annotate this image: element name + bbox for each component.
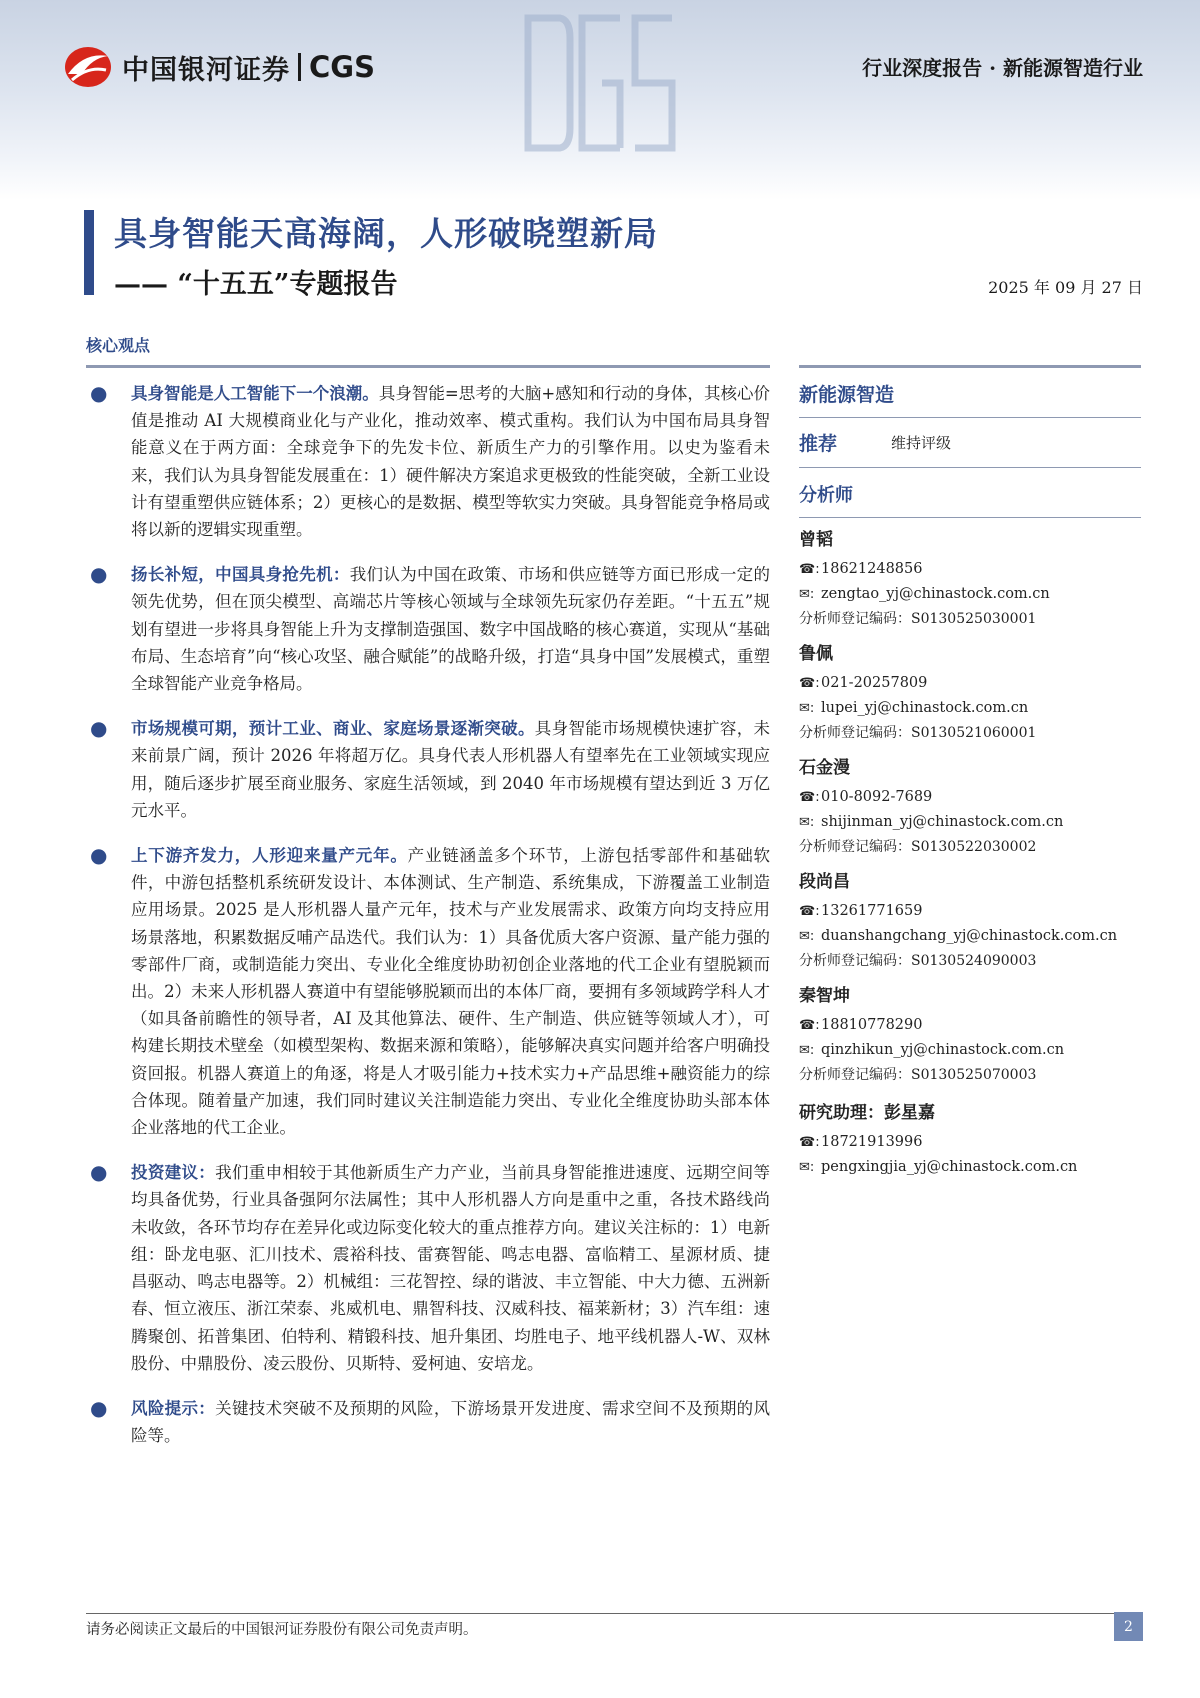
analyst-email: ✉: shijinman_yj@chinastock.com.cn (799, 810, 1141, 835)
footer-disclaimer: 请务必阅读正文最后的中国银河证券股份有限公司免责声明。 (86, 1622, 478, 1638)
analyst-card (799, 981, 1141, 1088)
industry-name: 新能源智造 (799, 384, 895, 406)
analyst-cert: 分析师登记编码：S0130525030001 (799, 611, 1037, 627)
rating-row (799, 418, 1141, 467)
bullet-text: 产业链涵盖多个环节，上游包括零部件和基础软件，中游包括整机系统研发设计、本体测试、生产制造、系统集成，下游覆盖工业制造应用场景。2025 是人形机器人量产元年，技术与产业发展需求、政策方向均支持应用场景落地，积累数据反哺产品迭代。我们认为：1）具备优质大客户资源、量产能力强的零部件厂商，或制造能力突出、专业化全维度协助初创企业落地的代工企业有望脱颖而出。2）未来人形机器人赛道中有望能够脱颖而出的本体厂商，要拥有多领域跨学科人才（如具备前瞻性的领导者，AI 及其他算法、硬件、生产制造、供应链等领域人才），可构建长期技术壁垒（如模型架构、数据来源和策略），能够解决真实问题并给客户明确投资回报。机器人赛道上的角逐，将是人才吸引能力+技术实力+产品思维+融资能力的综合体现。随着量产加速，我们同时建议关注制造能力突出、专业化全维度协助头部本体企业落地的代工企业。 (131, 846, 771, 1138)
rating-action: 维持评级 (891, 434, 952, 452)
phone-icon: ☎: (799, 562, 820, 577)
analyst-email: ✉: qinzhikun_yj@chinastock.com.cn (799, 1038, 1141, 1063)
bullet-item (86, 1395, 770, 1449)
analyst-name: 石金漫 (799, 758, 850, 778)
bullet-lead: 上下游齐发力，人形迎来量产元年。 (131, 846, 408, 866)
logo-text-cn: 中国银河证券 (122, 54, 290, 86)
bullet-text: 具身智能=思考的大脑+感知和行动的身体，其核心价值是推动 AI 大规模商业化与产业化，推动效率、模式重构。我们认为中国布局具身智能意义在于两方面：全球竞争下的先发卡位、新质生产力的引擎作用。以史为鉴看未来，我们认为具身智能发展重在：1）硬件解决方案追求更极致的性能突破，全新工业设计有望重塑供应链体系；2）更核心的是数据、模型等软实力突破。具身智能竞争格局或将以新的逻辑实现重塑。 (131, 384, 771, 540)
analyst-name: 鲁佩 (799, 644, 833, 664)
logo-divider (298, 53, 301, 81)
sidebar-divider (799, 517, 1141, 518)
report-subtitle: —— “十五五”专题报告 (114, 269, 398, 300)
rating-value: 推荐 (799, 433, 838, 455)
email-icon: ✉: (799, 1043, 815, 1058)
phone-icon: ☎: (799, 676, 820, 691)
analyst-cert: 分析师登记编码：S0130522030002 (799, 839, 1037, 855)
analyst-cert: 分析师登记编码：S0130525070003 (799, 1067, 1037, 1083)
report-title: 具身智能天高海阔，人形破晓塑新局 (114, 214, 658, 253)
report-type: 行业深度报告 · 新能源智造行业 (862, 56, 1143, 80)
bullet-text: 关键技术突破不及预期的风险，下游场景开发进度、需求空间不及预期的风险等。 (131, 1398, 771, 1446)
analyst-name: 秦智坤 (799, 986, 850, 1006)
bullet-item (86, 842, 770, 1141)
analyst-cert: 分析师登记编码：S0130521060001 (799, 725, 1037, 741)
email-icon: ✉: (799, 701, 815, 716)
company-logo (62, 44, 375, 90)
analyst-name: 曾韬 (799, 530, 833, 550)
bullet-text: 我们认为中国在政策、市场和供应链等方面已形成一定的领先优势，但在顶尖模型、高端芯片等核心领域与全球领先玩家仍存差距。“十五五”规划有望进一步将具身智能上升为支撑制造强国、数字中国战略的核心赛道，实现从“基础布局、生态培育”向“核心攻坚、融合赋能”的战略升级，打造“具身中国”发展模式，重塑全球智能产业竞争格局。 (131, 565, 771, 694)
bullet-dot-icon: ● (90, 562, 108, 587)
phone-icon: ☎: (799, 790, 820, 805)
analyst-card (799, 753, 1141, 860)
bullet-dot-icon: ● (90, 1160, 108, 1185)
bullet-lead: 投资建议： (131, 1163, 216, 1183)
analyst-phone: ☎: 010-8092-7689 (799, 785, 1141, 810)
core-views-list (86, 380, 770, 1467)
sidebar (799, 365, 1141, 1180)
footer-divider (86, 1613, 1143, 1614)
bullet-item (86, 1159, 770, 1377)
analyst-phone: ☎: 021-20257809 (799, 671, 1141, 696)
phone-icon: ☎: (799, 1018, 820, 1033)
email-icon: ✉: (799, 815, 815, 830)
analyst-phone: ☎: 18621248856 (799, 557, 1141, 582)
logo-text-en: CGS (309, 50, 375, 84)
bullet-lead: 风险提示： (131, 1398, 216, 1418)
analyst-card (799, 867, 1141, 974)
bullet-item (86, 715, 770, 824)
page-number: 2 (1114, 1612, 1143, 1641)
bullet-lead: 市场规模可期，预计工业、商业、家庭场景逐渐突破。 (131, 719, 535, 739)
analyst-email: ✉: duanshangchang_yj@chinastock.com.cn (799, 924, 1141, 949)
phone-icon: ☎: (799, 1135, 820, 1150)
analyst-card (799, 639, 1141, 746)
email-icon: ✉: (799, 929, 815, 944)
bullet-lead: 扬长补短，中国具身抢先机： (131, 565, 350, 585)
analyst-cert: 分析师登记编码：S0130524090003 (799, 953, 1037, 969)
bullet-item (86, 380, 770, 543)
assistant-phone: ☎: 18721913996 (799, 1130, 1141, 1155)
analyst-phone: ☎: 18810778290 (799, 1013, 1141, 1038)
bullet-text: 具身智能市场规模快速扩容，未来前景广阔，预计 2026 年将超万亿。具身代表人形机器人有望率先在工业领域实现应用，随后逐步扩展至商业服务、家庭生活领域，到 2040 年市场规模有望达到近 3 万亿元水平。 (131, 719, 771, 820)
phone-icon: ☎: (799, 904, 820, 919)
report-date: 2025 年 09 月 27 日 (988, 278, 1143, 297)
cgs-watermark-icon (520, 8, 680, 158)
core-views-heading: 核心观点 (86, 336, 151, 355)
assistant-email: ✉: pengxingjia_yj@chinastock.com.cn (799, 1155, 1141, 1180)
title-accent-bar (84, 210, 94, 295)
analyst-name: 段尚昌 (799, 872, 850, 892)
analyst-email: ✉: lupei_yj@chinastock.com.cn (799, 696, 1141, 721)
bullet-dot-icon: ● (90, 381, 108, 405)
email-icon: ✉: (799, 587, 815, 602)
analysts-heading: 分析师 (799, 485, 853, 506)
bullet-dot-icon: ● (90, 716, 108, 741)
assistant-heading: 研究助理：彭星嘉 (799, 1103, 935, 1123)
analyst-phone: ☎: 13261771659 (799, 899, 1141, 924)
core-views-divider (86, 365, 770, 368)
bullet-item (86, 561, 770, 697)
bullet-lead: 具身智能是人工智能下一个浪潮。 (131, 384, 379, 403)
bullet-dot-icon: ● (90, 1395, 108, 1420)
email-icon: ✉: (799, 1160, 815, 1175)
bullet-dot-icon: ● (90, 843, 108, 868)
bullet-text: 我们重申相较于其他新质生产力产业，当前具身智能推进速度、远期空间等均具备优势，行业具备强阿尔法属性；其中人形机器人方向是重中之重，各技术路线尚未收敛，各环节均存在差异化或边际变化较大的重点推荐方向。建议关注标的：1）电新组：卧龙电驱、汇川技术、震裕科技、雷赛智能、鸣志电器、富临精工、星源材质、捷昌驱动、鸣志电器等。2）机械组：三花智控、绿的谐波、丰立智能、中大力德、五洲新春、恒立液压、浙江荣泰、兆威机电、鼎智科技、汉威科技、福莱新材；3）汽车组：速腾聚创、拓普集团、伯特利、精锻科技、旭升集团、均胜电子、地平线机器人-W、双林股份、中鼎股份、凌云股份、贝斯特、爱柯迪、安培龙。 (131, 1163, 771, 1373)
analyst-card (799, 525, 1141, 632)
analyst-email: ✉: zengtao_yj@chinastock.com.cn (799, 582, 1141, 607)
galaxy-logo-icon (62, 44, 114, 90)
